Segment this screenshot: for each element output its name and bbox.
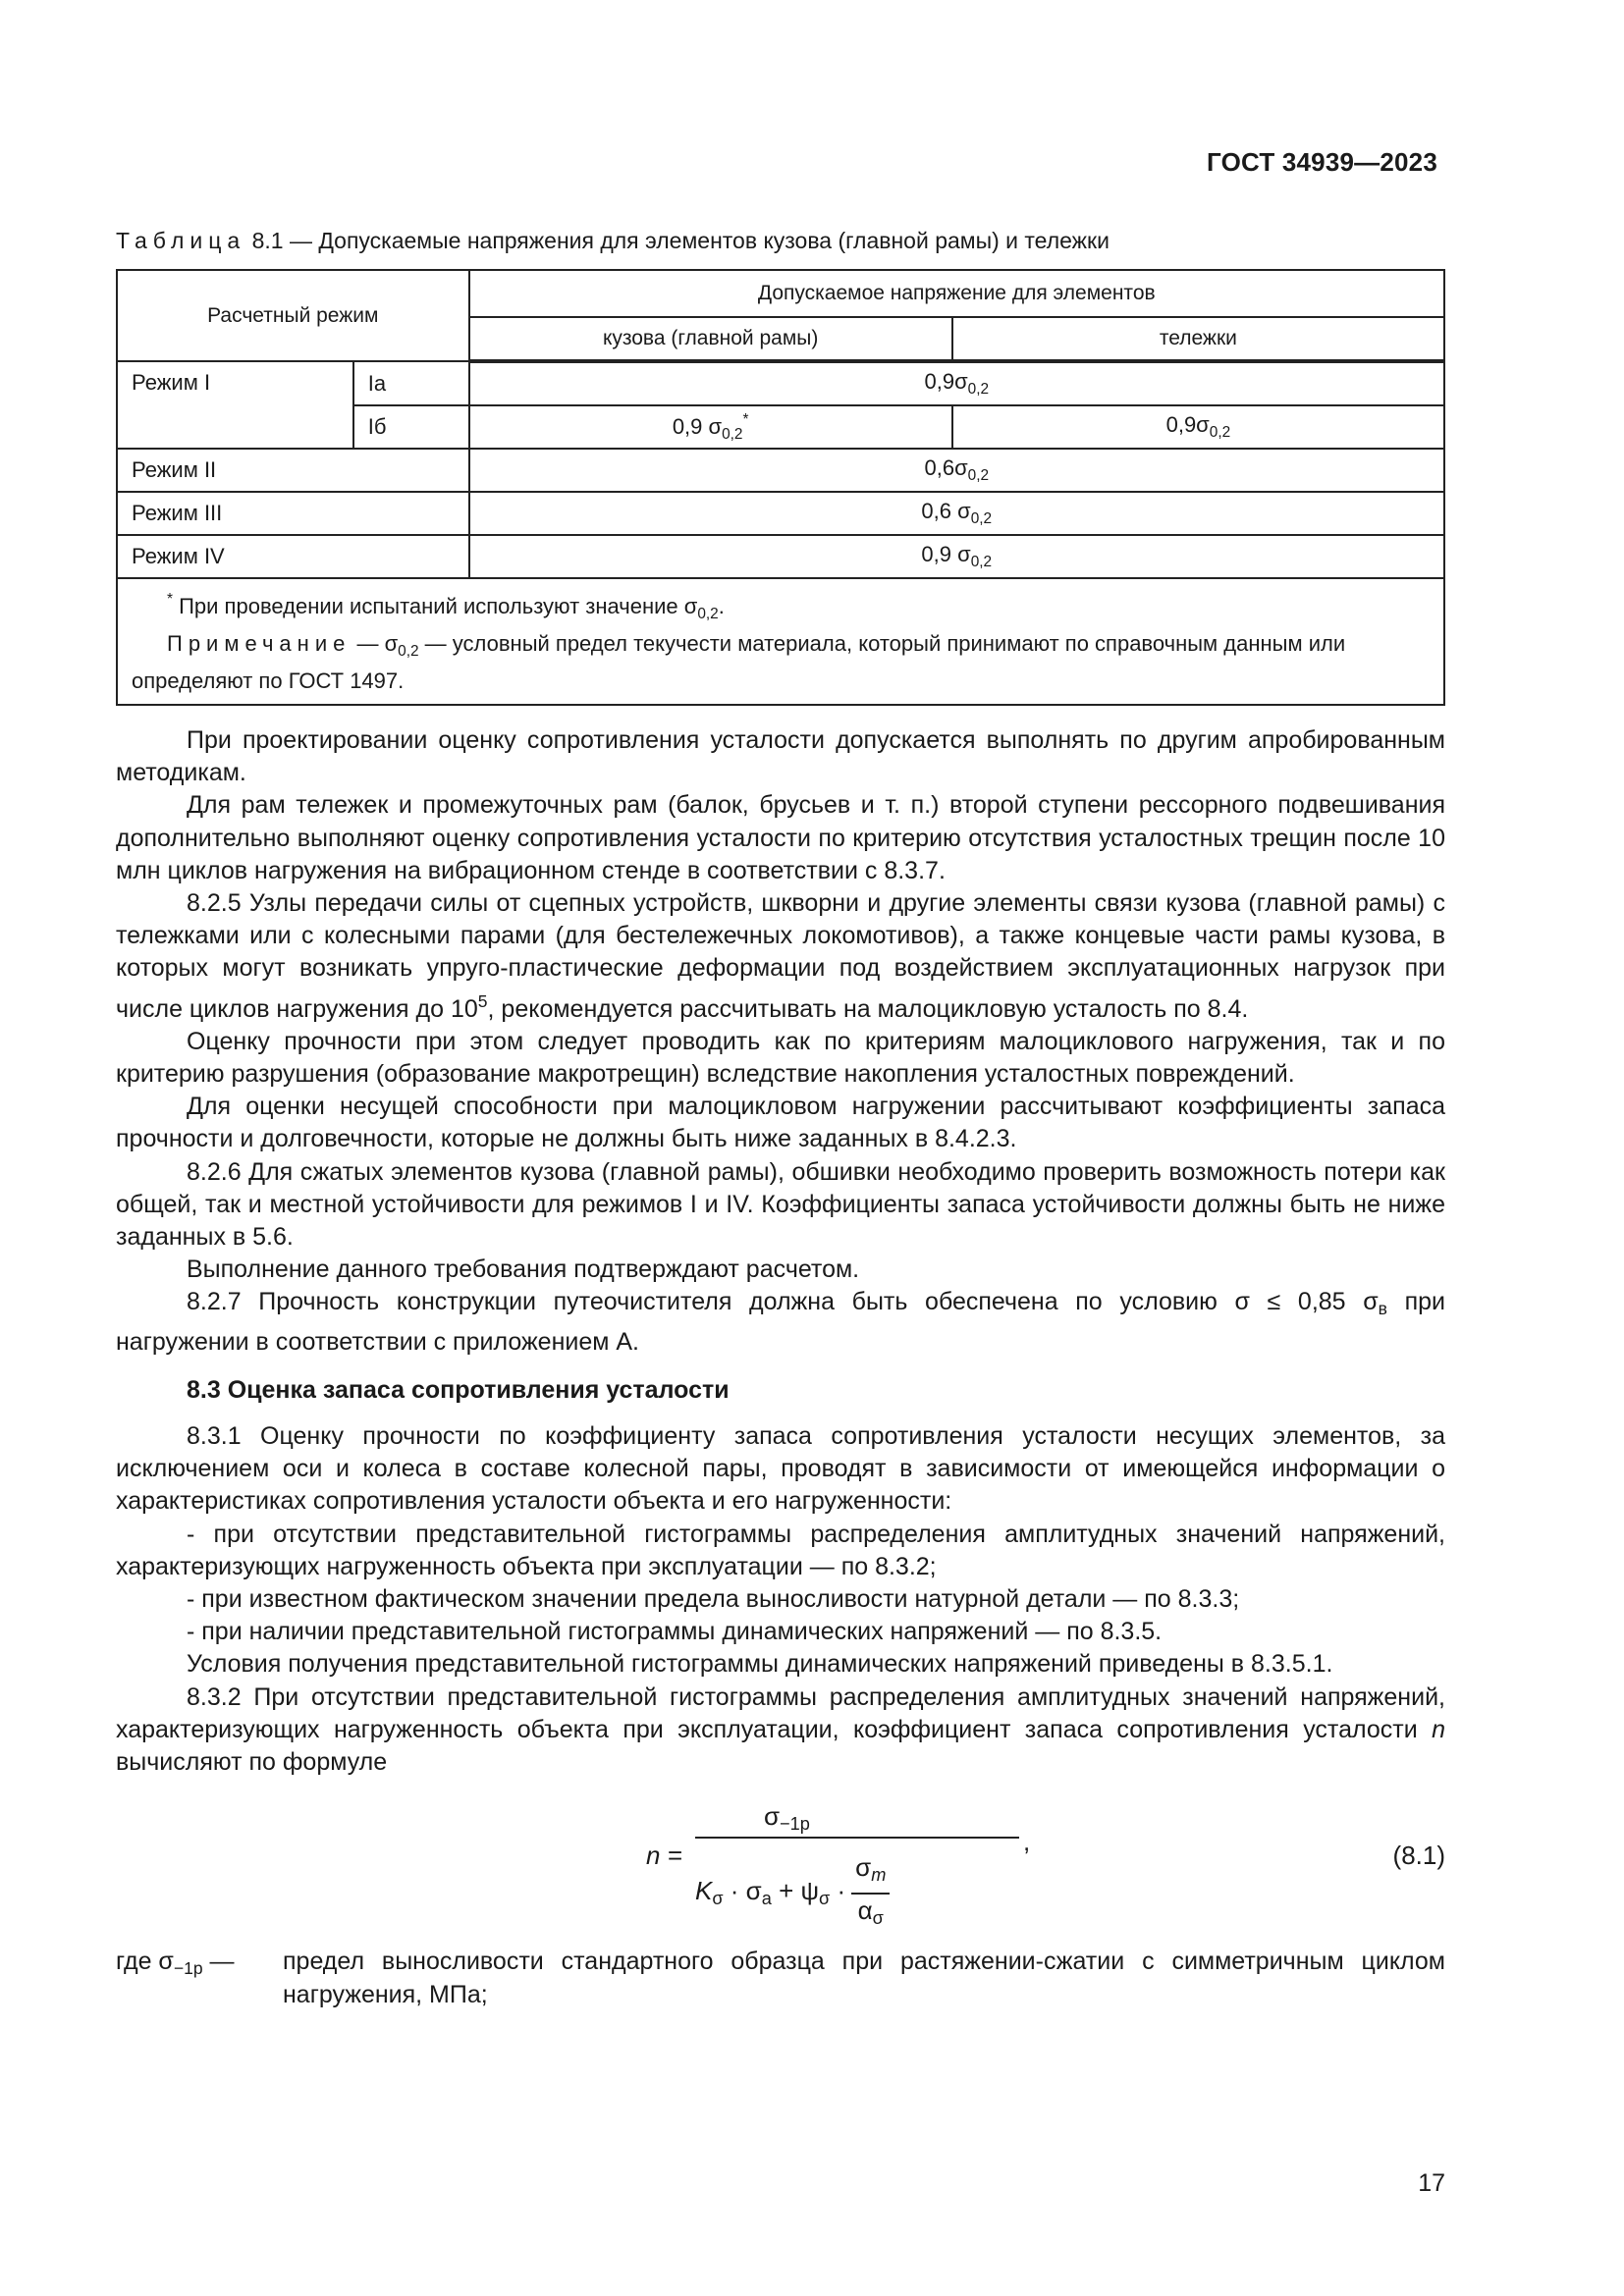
paragraph: 8.3.1 Оценку прочности по коэффициенту запаса сопротивления усталости несущих элементов, за исключением оси и колеса в составе колесной пары, проводят в зависимости от имеющейся информации о характеристиках сопротивления усталости объекта и его нагруженности: [116, 1422, 1445, 1516]
cell-value-3 [469, 492, 1444, 535]
paragraph: Выполнение данного требования подтверждают расчетом. [187, 1255, 860, 1284]
where-label: где $\sigma_{-1p}$ — [116, 1948, 235, 1979]
where-definition: предел выносливости стандартного образца при растяжении-сжатии с симметричным циклом нагружения, МПа; [283, 1948, 1445, 2008]
formula-numerator: $\sigma_{-1p}$ [764, 1801, 810, 1835]
row-mode-2: Режим II [117, 449, 469, 492]
formula-8-1 [116, 1790, 1445, 1928]
list-item: - при отсутствии представительной гистограммы распределения амплитудных значений напряжений, характеризующих нагруженность объекта при эксплуатации — по 8.3.2; [116, 1520, 1445, 1580]
footnote-mark: * [742, 410, 749, 428]
formula-denominator: $K_\sigma \cdot \sigma_a + \psi_\sigma$ · $\frac{\sigma_m}{\alpha_\sigma}$ [695, 1851, 890, 1934]
value-4: 0,9 σ [921, 542, 971, 566]
paragraph: 8.2.7 Прочность конструкции путеочистителя должна быть обеспечена по условию σ ≤ 0,85 $\sigma_в$ при нагружении в соответствии с приложением А. [116, 1288, 1445, 1356]
document-header: ГОСТ 34939—2023 [1207, 147, 1437, 177]
paragraph: Условия получения представительной гистограммы динамических напряжений приведены в 8.3.5.1. [187, 1650, 1333, 1679]
formula-comma: , [1023, 1827, 1031, 1857]
header-mode: Расчетный режим [117, 270, 469, 361]
sigma-sub: 0,2 [1209, 424, 1231, 441]
list-item: - при наличии представительной гистограммы динамических напряжений — по 8.3.5. [187, 1618, 1163, 1646]
note-label: Примечание [167, 631, 352, 656]
paragraph: 8.2.5 Узлы передачи силы от сцепных устройств, шкворни и другие элементы связи кузова (главной рамы) с тележками или с колесными парами (для бестележечных локомотивов), а также концевые части рамы кузова, в которых могут возникать упруго-пластические деформации под воздействием эксплуатационных нагрузок при числе циклов нагружения до $10^5$, рекомендуется рассчитывать на малоцикловую усталость по 8.4. [116, 889, 1445, 1023]
paragraph: Оценку прочности при этом следует проводить как по критериям малоциклового нагружения, так и по критерию разрушения (образование макротрещин) вследствие накопления усталостных повреждений. [116, 1027, 1445, 1089]
paragraph: 8.3.2 При отсутствии представительной гистограммы распределения амплитудных значений напряжений, характеризующих нагруженность объекта при эксплуатации, коэффициент запаса сопротивления усталости n вычисляют по формуле [116, 1682, 1445, 1777]
where-clause [116, 1946, 1445, 2010]
value-2: 0,6σ [924, 455, 968, 480]
sigma-sub: 0,2 [722, 425, 743, 443]
table-caption [116, 228, 1110, 254]
table-caption-label: Таблица [116, 228, 246, 253]
row-mode-4: Режим IV [117, 535, 469, 578]
row-submode-1a: Iа [353, 361, 469, 405]
paragraph: 8.2.6 Для сжатых элементов кузова (главной рамы), обшивки необходимо проверить возможность потери как общей, так и местной устойчивости для режимов I и IV. Коэффициенты запаса устойчивости должны быть не ниже заданных в 5.6. [116, 1157, 1445, 1252]
cell-value-1b-bogie [952, 405, 1444, 449]
cell-value-2 [469, 449, 1444, 492]
paragraph: Для рам тележек и промежуточных рам (балок, брусьев и т. п.) второй ступени рессорного подвешивания дополнительно выполняют оценку сопротивления усталости по критерию отсутствия усталостных трещин после 10 млн циклов нагружения на вибрационном стенде в соответствии с 8.3.7. [116, 791, 1445, 884]
table-notes [117, 578, 1444, 705]
formula-lhs: n = [646, 1841, 682, 1871]
equation-number: (8.1) [1392, 1841, 1445, 1871]
table-note: Примечание — $\sigma_{0,2}$ — условный предел текучести материала, который принимают по справочным данным или определяют по ГОСТ 1497. [132, 631, 1346, 693]
body-text [116, 724, 1445, 2011]
stress-table [116, 269, 1445, 706]
paragraph: При проектировании оценку сопротивления усталости допускается выполнять по другим апробированным методикам. [116, 726, 1445, 787]
table-footnote: * При проведении испытаний используют значение $\sigma_{0,2}$. [167, 591, 725, 622]
table-caption-text: 8.1 — Допускаемые напряжения для элементов кузова (главной рамы) и тележки [245, 228, 1110, 253]
footnote-mark: * [167, 591, 173, 608]
inner-fraction: $\frac{\sigma_m}{\alpha_\sigma}$ [851, 1851, 890, 1934]
value-3: 0,6 σ [921, 499, 971, 523]
header-allowable: Допускаемое напряжение для элементов [469, 270, 1444, 317]
cell-value-1b-body [469, 405, 952, 449]
sigma-sub: 0,2 [970, 510, 993, 527]
sigma-sub: 0,2 [970, 554, 993, 570]
fraction-bar [695, 1837, 1019, 1839]
list-item: - при известном фактическом значении предела выносливости натурной детали — по 8.3.3; [187, 1585, 1240, 1614]
value-1b-body: 0,9 σ [672, 413, 723, 439]
header-body: кузова (главной рамы) [469, 317, 952, 361]
page-number: 17 [1418, 2169, 1445, 2197]
header-bogie: тележки [952, 317, 1444, 361]
sigma-sub: 0,2 [967, 467, 990, 484]
paragraph: Для оценки несущей способности при малоцикловом нагружении рассчитывают коэффициенты запаса прочности и долговечности, которые не должны быть ниже заданных в 8.4.2.3. [116, 1093, 1445, 1153]
cell-value-4 [469, 535, 1444, 578]
section-heading: 8.3 Оценка запаса сопротивления усталости [187, 1375, 730, 1404]
value-1b-bogie: 0,9σ [1165, 412, 1210, 437]
cell-value-1a [469, 361, 1444, 405]
row-submode-1b: Iб [353, 405, 469, 449]
value-1a: 0,9σ [924, 369, 968, 394]
sigma-sub: 0,2 [967, 381, 990, 398]
row-mode-3: Режим III [117, 492, 469, 535]
row-mode-1: Режим I [117, 361, 353, 449]
